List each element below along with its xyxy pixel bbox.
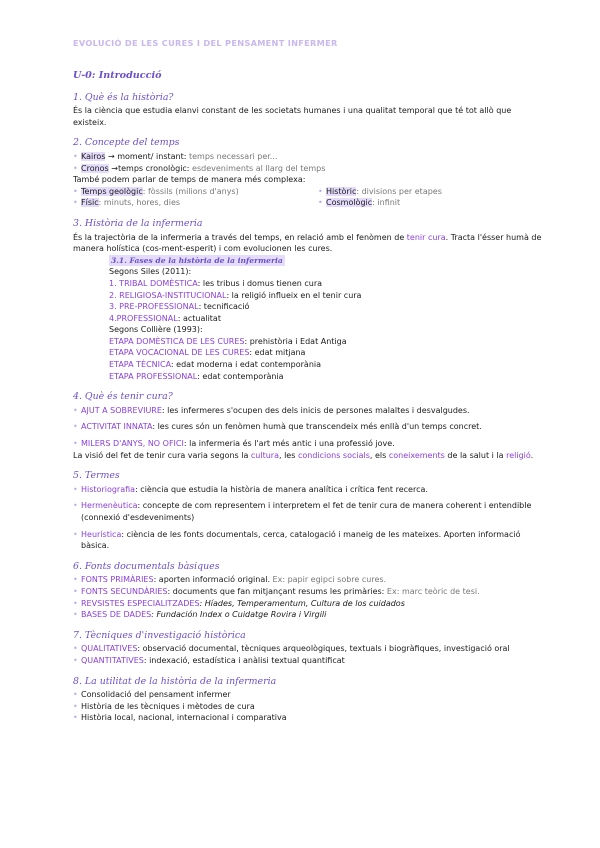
item-text: : les infermeres s'ocupen des dels inicis de persones malaltes i desvalgudes. [161, 405, 470, 415]
gray-text: temps necessari per... [186, 151, 278, 161]
phase-text: : tecnificació [198, 302, 250, 312]
link-text: tenir cura [406, 232, 446, 242]
list-item [73, 163, 543, 175]
term-kairos: Kairos [81, 151, 106, 161]
stage-text: : edat contemporània [197, 371, 284, 381]
section-text [73, 450, 543, 462]
text-part: . [530, 450, 534, 460]
siles-item [109, 301, 543, 313]
siles-item [109, 290, 543, 302]
list-item [73, 586, 543, 598]
item-label: QUALITATIVES [81, 644, 138, 654]
list-item [318, 197, 442, 209]
keyword: coneixements [388, 450, 445, 460]
term-text: →temps cronològic: [108, 163, 190, 173]
gray-text: : infinit [372, 198, 401, 208]
item-text: : la infermeria és l'art més antic i una professió jove. [183, 439, 395, 449]
subsection-title: 3.1. Fases de la història de la infermeria [111, 255, 283, 265]
section-title-1: 1. Què és la història? [73, 91, 174, 103]
list-item [318, 186, 442, 198]
item-text: : les cures són un fenòmen humà que transcendeix més enllà d'un temps concret. [152, 422, 482, 432]
section-title-8: 8. La utilitat de la història de la infermeria [73, 675, 277, 687]
text-part: , els [369, 450, 389, 460]
gray-text: : minuts, hores, dies [98, 198, 181, 208]
item-label: REVSISTES ESPECIALITZADES [81, 598, 200, 608]
term-fisic: Físic [81, 198, 99, 208]
item-label: QUANTITATIVES [81, 655, 144, 665]
item-label: FONTS PRIMÀRIES [81, 575, 154, 585]
time-types-columns [73, 186, 543, 209]
gray-text: Ex: papir egipci sobre cures. [270, 575, 387, 585]
stage-text: : prehistòria i Edat Antiga [244, 336, 347, 346]
column-right [318, 186, 442, 209]
time-list [73, 151, 543, 174]
stage-text: : edat moderna i edat contemporània [170, 360, 322, 370]
colliere-item [109, 371, 543, 383]
document-body [73, 70, 543, 724]
phase-text: : actualitat [177, 313, 221, 323]
section-text: És la ciència que estudia elanvi constant de les societats humanes i una qualitat temporal que té tot allò que existeix. [73, 106, 512, 127]
item-label: FONTS SECUNDÀRIES [81, 586, 168, 596]
colliere-item [109, 336, 543, 348]
list-item: • Consolidació del pensament infermer [73, 689, 543, 701]
list-item [73, 574, 543, 586]
item-label: AJUT A SOBREVIURE [81, 405, 162, 415]
author-siles: Segons Siles (2011): [109, 267, 192, 277]
item-text: : aporten informació original. [153, 575, 270, 585]
item-label: BASES DE DADES [81, 610, 152, 620]
keyword: condicions socials [297, 450, 370, 460]
phase-text: : les tribus i domus tienen cura [197, 278, 323, 288]
section-text: També podem parlar de temps de manera més complexa: [73, 175, 306, 185]
item-text: : ciència que estudia la història de manera analítica i crítica fent recerca. [135, 484, 428, 494]
item-text: : observació documental, tècniques arqueològiques, textuals i biogràfiques, investigació oral [137, 644, 510, 654]
keyword: religió [506, 450, 531, 460]
item-text: : indexació, estadística i anàlisi textual quantificat [143, 655, 345, 665]
text-part: La visió del fet de tenir cura varia segons la [73, 450, 251, 460]
phase-label: 4.PROFESSIONAL [109, 313, 178, 323]
utility-list [73, 689, 543, 724]
item-label: Hermenèutica [81, 501, 138, 511]
section-text [73, 232, 543, 255]
phase-label: 2. RELIGIOSA-INSTITUCIONAL [109, 290, 227, 300]
item-label: ACTIVITAT INNATA [81, 422, 153, 432]
item-text: : Fundación Index o Cuidatge Rovira i Virgili [151, 610, 327, 620]
list-item: • Història local, nacional, internacional i comparativa [73, 712, 543, 724]
column-left [73, 186, 318, 209]
author-colliere: Segons Collière (1993): [109, 325, 203, 335]
term-historic: Històric [326, 186, 357, 196]
list-item [73, 421, 543, 433]
list-item [73, 197, 318, 209]
stage-label: ETAPA TÈCNICA [109, 360, 171, 370]
section-title-6: 6. Fonts documentals bàsiques [73, 560, 220, 572]
section-title-2: 2. Concepte del temps [73, 137, 180, 149]
section-title-7: 7. Tècniques d'investigació històrica [73, 629, 246, 641]
gray-text: esdeveniments al llarg del temps [189, 163, 326, 173]
terms-list [73, 484, 543, 552]
phase-label: 1. TRIBAL DOMÈSTICA [109, 278, 198, 288]
item-label: Historiografia [81, 484, 136, 494]
list-item [73, 529, 543, 552]
stage-label: ETAPA VOCACIONAL DE LES CURES [109, 348, 250, 358]
section-title-5: 5. Termes [73, 470, 120, 482]
list-item [73, 405, 543, 417]
list-item [73, 151, 543, 163]
item-text: : Híades, Temperamentum, Cultura de los cuidados [199, 598, 405, 608]
item-text: : documents que fan mitjançant resums les primàries: [167, 586, 385, 596]
list-item [73, 484, 543, 496]
subsection-phases [109, 255, 543, 383]
text-part: , les [279, 450, 298, 460]
gray-text: Ex: marc teòric de tesi. [384, 586, 480, 596]
text-part: de la salut i la [444, 450, 507, 460]
list-item [73, 500, 543, 523]
gray-text: : fòssils (milions d'anys) [142, 186, 239, 196]
list-item [73, 609, 543, 621]
siles-item [109, 313, 543, 325]
list-item: • Història de les tècniques i mètodes de cura [73, 701, 543, 713]
item-label: Heurística [81, 529, 122, 539]
text-part: És la trajectòria de la infermeria a través del temps, en relació amb el fenòmen de [73, 232, 407, 242]
sources-list [73, 574, 543, 620]
unit-title: U-0: Introducció [73, 70, 162, 81]
stage-label: ETAPA PROFESSIONAL [109, 371, 198, 381]
list-item [73, 598, 543, 610]
section-title-3: 3. Història de la infermeria [73, 217, 203, 229]
care-list [73, 405, 543, 450]
techniques-list [73, 643, 543, 666]
gray-text: : divisions per etapes [356, 186, 442, 196]
phase-text: : la religió influeix en el tenir cura [226, 290, 362, 300]
term-geologic: Temps geològic [81, 186, 143, 196]
page-header: EVOLUCIÓ DE LES CURES I DEL PENSAMENT INFERMER [73, 38, 338, 48]
term-cronos: Cronos [81, 163, 109, 173]
siles-item [109, 278, 543, 290]
stage-text: : edat mitjana [249, 348, 306, 358]
list-item [73, 655, 543, 667]
text-part: . Tracta l'ésser humà de manera holística (cos-ment-esperit) i com evolucionen les cures. [73, 232, 542, 254]
keyword: cultura [250, 450, 279, 460]
colliere-item [109, 347, 543, 359]
stage-label: ETAPA DOMÈSTICA DE LES CURES [109, 336, 245, 346]
colliere-item [109, 359, 543, 371]
term-text: → moment/ instant: [105, 151, 187, 161]
phase-label: 3. PRE-PROFESSIONAL [109, 302, 199, 312]
list-item [73, 186, 318, 198]
item-label: MILERS D'ANYS, NO OFICI [81, 439, 184, 449]
term-cosmologic: Cosmològic [326, 198, 373, 208]
item-text: : concepte de com representem i interpretem el fet de tenir cura de manera coherent i entendible (connexió d'esdeveniments) [81, 501, 532, 522]
item-text: : ciència de les fonts documentals, cerca, catalogació i maneig de les mateixes. Aporten informació bàsica. [81, 529, 521, 551]
section-title-4: 4. Què és tenir cura? [73, 391, 173, 403]
list-item [73, 643, 543, 655]
list-item [73, 438, 543, 450]
